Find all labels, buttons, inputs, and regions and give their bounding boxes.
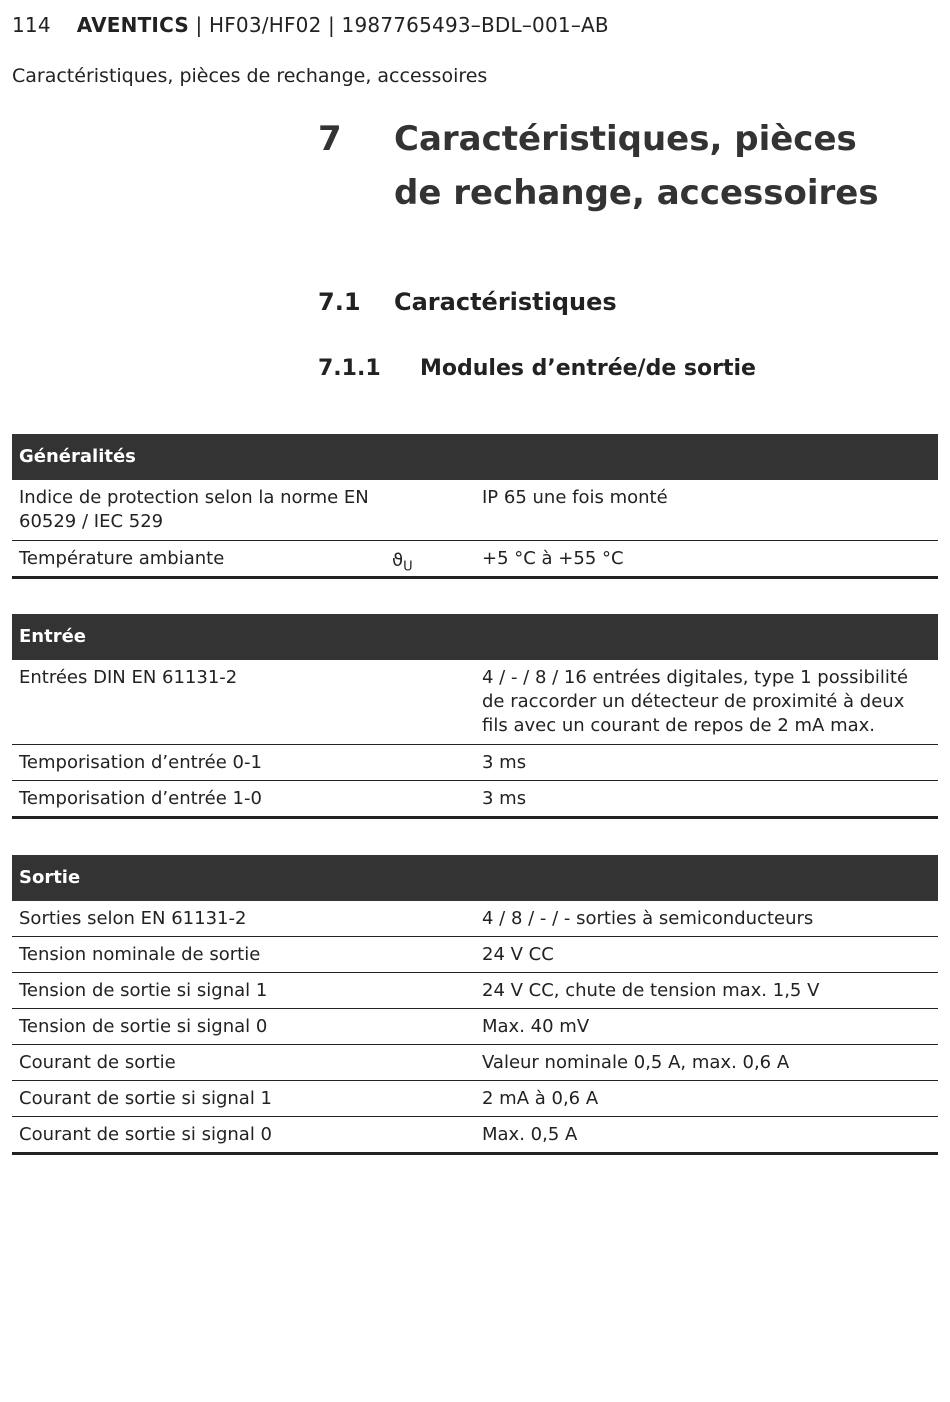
table-generalites xyxy=(12,434,938,579)
running-title: Caractéristiques, pièces de rechange, accessoires xyxy=(12,65,488,87)
page-number: 114 xyxy=(12,13,51,37)
row-value: +5 °C à +55 °C xyxy=(482,548,624,569)
row-label: Indice de protection selon la norme EN 60529 / IEC 529 xyxy=(19,487,369,532)
row-label: Sorties selon EN 61131-2 xyxy=(19,908,247,929)
row-label: Tension nominale de sortie xyxy=(19,944,261,965)
section-title: Caractéristiques xyxy=(394,288,617,316)
table-row xyxy=(12,1116,938,1152)
section-number: 7.1 xyxy=(318,288,361,316)
row-value: Max. 40 mV xyxy=(482,1016,590,1037)
row-value: Valeur nominale 0,5 A, max. 0,6 A xyxy=(482,1052,790,1073)
row-label: Tension de sortie si signal 1 xyxy=(19,980,268,1001)
row-value: 2 mA à 0,6 A xyxy=(482,1088,599,1109)
temperature-symbol: $ϑ_U$ xyxy=(392,550,413,575)
table-header: Sortie xyxy=(12,855,938,901)
row-value: IP 65 une fois monté xyxy=(482,487,668,508)
table-row xyxy=(12,780,938,816)
table-header: Entrée xyxy=(12,614,938,660)
row-label: Température ambiante xyxy=(19,548,225,569)
row-value: 24 V CC, chute de tension max. 1,5 V xyxy=(482,980,820,1001)
table-row xyxy=(12,936,938,972)
row-value: 24 V CC xyxy=(482,944,554,965)
table-row xyxy=(12,1044,938,1080)
brand-name: AVENTICS xyxy=(76,13,189,37)
subsection-number: 7.1.1 xyxy=(318,356,381,381)
page-header xyxy=(12,13,609,37)
table-row xyxy=(12,972,938,1008)
row-label: Tension de sortie si signal 0 xyxy=(19,1016,268,1037)
subsection-title: Modules d’entrée/de sortie xyxy=(420,356,756,381)
chapter-number: 7 xyxy=(318,119,342,159)
table-row xyxy=(12,1080,938,1116)
table-row xyxy=(12,1008,938,1044)
row-value: 4 / - / 8 / 16 entrées digitales, type 1 possibilité de raccorder un détecteur de proximité à deux fils avec un courant de repos de 2 mA max. xyxy=(482,667,909,736)
table-row xyxy=(12,901,938,936)
document-reference: | HF03/HF02 | 1987765493–BDL–001–AB xyxy=(188,13,609,37)
table-row xyxy=(12,744,938,780)
row-label: Entrées DIN EN 61131-2 xyxy=(19,667,238,688)
row-value: Max. 0,5 A xyxy=(482,1124,578,1145)
row-label: Courant de sortie xyxy=(19,1052,176,1073)
table-row xyxy=(12,480,938,540)
table-entree xyxy=(12,614,938,819)
row-label: Temporisation d’entrée 1-0 xyxy=(19,788,262,809)
row-label: Courant de sortie si signal 1 xyxy=(19,1088,272,1109)
table-row xyxy=(12,660,938,744)
row-value: 4 / 8 / - / - sorties à semiconducteurs xyxy=(482,908,814,929)
row-label: Temporisation d’entrée 0-1 xyxy=(19,752,262,773)
chapter-title: Caractéristiques, pièces de rechange, accessoires xyxy=(394,119,879,213)
row-value: 3 ms xyxy=(482,788,527,809)
row-label: Courant de sortie si signal 0 xyxy=(19,1124,272,1145)
table-sortie xyxy=(12,855,938,1155)
table-row xyxy=(12,540,938,576)
row-value: 3 ms xyxy=(482,752,527,773)
table-header: Généralités xyxy=(12,434,938,480)
